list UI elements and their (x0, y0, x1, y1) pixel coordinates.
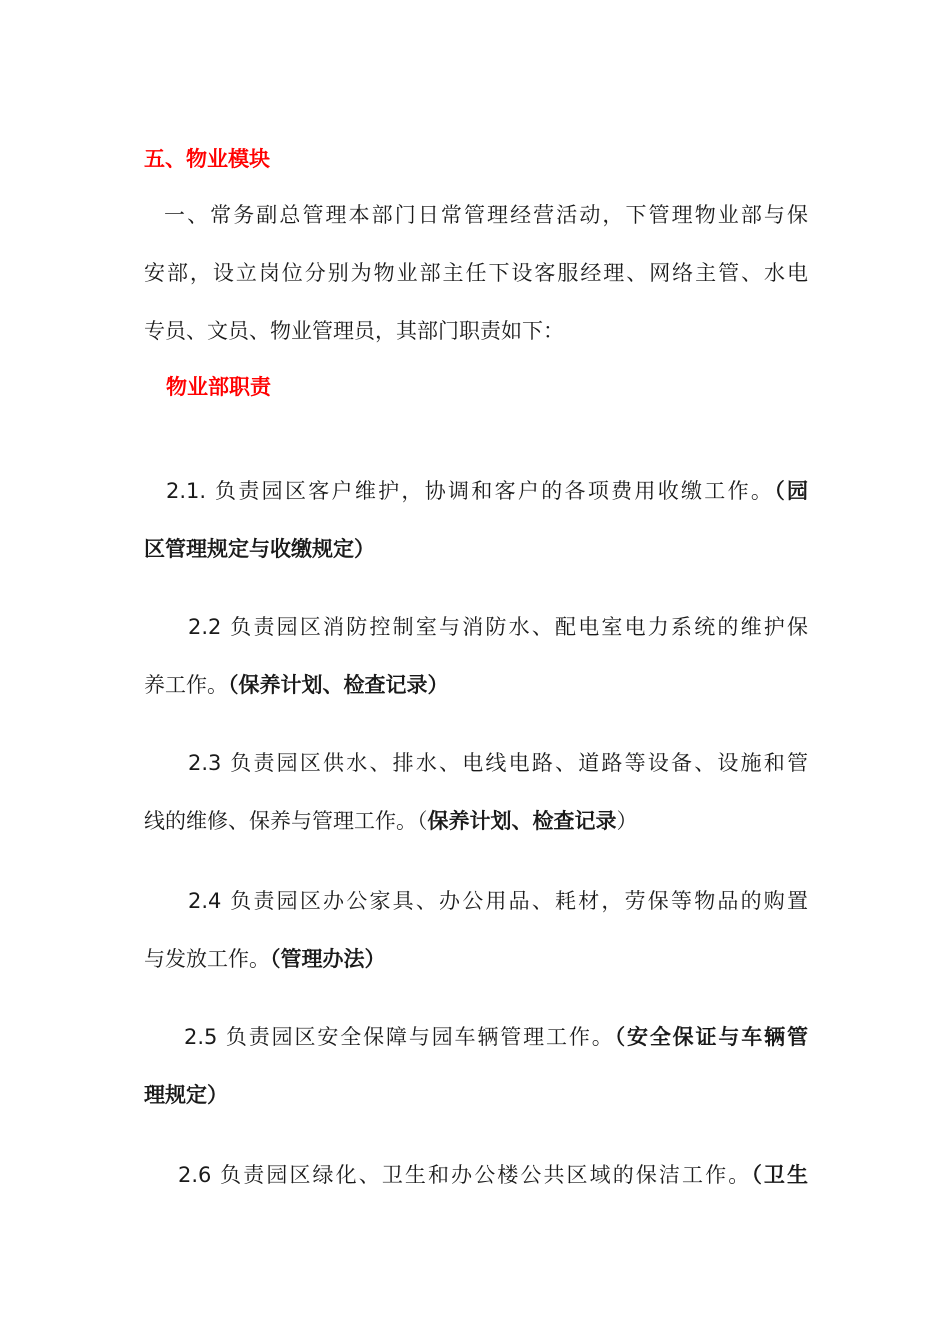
item-2-3-text: 线的维修、保养与管理工作。（ (144, 809, 428, 833)
item-2-5-text: 2.5 负责园区安全保障与园车辆管理工作。 (184, 1025, 615, 1049)
item-2-5-bold: （安全保证与车辆管 (614, 1025, 808, 1049)
intro-line-2: 安部，设立岗位分别为物业部主任下设客服经理、网络主管、水电 (144, 261, 808, 285)
section-title: 五、物业模块 (144, 147, 270, 171)
intro-line-3: 专员、文员、物业管理员，其部门职责如下： (144, 319, 564, 343)
item-2-3-tail: ） (616, 809, 638, 833)
item-2-1-line-2: 区管理规定与收缴规定） (144, 537, 375, 561)
item-2-2-bold: （保养计划、检查记录） (228, 673, 449, 697)
intro-line-1: 一、常务副总管理本部门日常管理经营活动，下管理物业部与保 (164, 203, 808, 227)
subtitle: 物业部职责 (166, 375, 271, 399)
item-2-4-bold: （管理办法） (270, 947, 386, 971)
item-2-1-line-1 (166, 476, 808, 506)
item-2-4-line-2 (144, 944, 386, 974)
item-2-3-line-1: 2.3 负责园区供水、排水、电线电路、道路等设备、设施和管 (188, 751, 808, 775)
item-2-3-bold: 保养计划、检查记录 (427, 809, 617, 833)
item-2-1-bold: （园 (774, 479, 809, 503)
item-2-6-line-1 (178, 1160, 808, 1190)
item-2-2-text: 养工作。 (144, 673, 228, 697)
item-2-6-text: 2.6 负责园区绿化、卫生和办公楼公共区域的保洁工作。 (178, 1163, 752, 1187)
item-2-5-line-2: 理规定） (144, 1083, 228, 1107)
item-2-6-bold: （卫生 (751, 1163, 808, 1187)
item-2-3-line-2 (144, 806, 638, 836)
item-2-2-line-2 (144, 670, 449, 700)
item-2-4-line-1: 2.4 负责园区办公家具、办公用品、耗材，劳保等物品的购置 (188, 889, 808, 913)
item-2-4-text: 与发放工作。 (144, 947, 270, 971)
item-2-2-line-1: 2.2 负责园区消防控制室与消防水、配电室电力系统的维护保 (188, 615, 808, 639)
item-2-5-line-1 (184, 1022, 808, 1052)
item-2-1-text: 2.1. 负责园区客户维护，协调和客户的各项费用收缴工作。 (166, 479, 775, 503)
